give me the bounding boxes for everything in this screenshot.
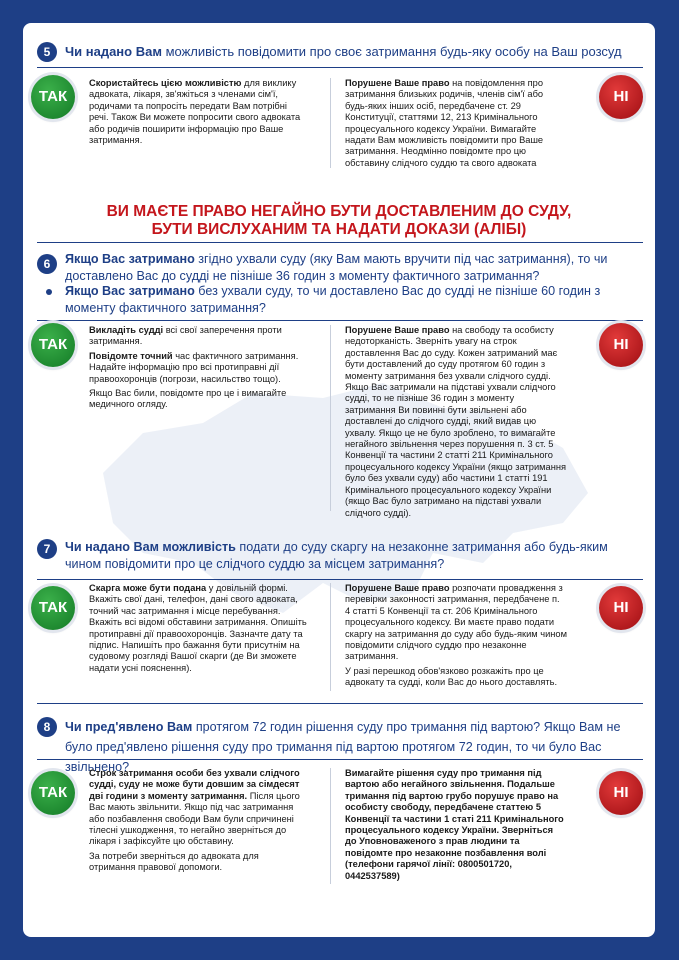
- yes-lead: Викладіть судді: [89, 325, 164, 335]
- question-6-alt: [37, 283, 643, 317]
- yes-lead-2: Повідомте точний: [89, 350, 173, 361]
- yes-lead: Строк затримання особи без ухвали слідчого судді, суду не може бути довшим за сімдесят дві години з моменту затримання.: [89, 768, 300, 801]
- question-text: можливість повідомити про своє затримання будь-яку особу на Ваш розсуд: [161, 44, 622, 59]
- headline-line-2: БУТИ ВИСЛУХАНИМ ТА НАДАТИ ДОКАЗИ (АЛІБІ): [151, 221, 527, 238]
- column-divider: [330, 325, 331, 511]
- column-divider: [330, 78, 331, 168]
- question-text: протягом 72 годин рішення суду про тримання під вартою? Якщо Вам не було пред'явлено рішення суду про тримання під вартою протягом 72 годин, то чи було Вас звільнено?: [65, 720, 621, 774]
- question-5: [37, 42, 643, 62]
- yes-lead: Скарга може бути подана: [89, 583, 207, 593]
- yes-badge: ТАК: [31, 586, 75, 630]
- yes-answer: [89, 325, 307, 414]
- question-text: подати до суду скаргу на незаконне затримання або будь-яким чином повідомити про це слідчого суддю за місцем затримання?: [65, 540, 608, 571]
- headline-line-1: ВИ МАЄТЕ ПРАВО НЕГАЙНО БУТИ ДОСТАВЛЕНИМ ДО СУДУ,: [106, 203, 572, 220]
- yes-badge: ТАК: [31, 75, 75, 119]
- yes-answer: [89, 78, 307, 149]
- yes-badge: ТАК: [31, 771, 75, 815]
- question-lead: Чи пред'явлено Вам: [65, 720, 193, 734]
- yes-badge: ТАК: [31, 323, 75, 367]
- no-badge: НІ: [599, 586, 643, 630]
- yes-text: у довільній формі. Вкажіть свої дані, телефон, дані свого адвоката, точний час затримання і місце перебування. Вкажіть всі відомі обставини затримання. Опишіть протиправні дії правоохоронців. Зазначте дату та підпис. Напишіть про бажання бути присутнім на судовому розгляді Вашої скарги (де Ви зможете надати усні пояснення).: [89, 583, 307, 673]
- yes-answer: [89, 768, 307, 877]
- yes-text-2: За потреби зверніться до адвоката для отримання правової допомоги.: [89, 850, 259, 873]
- yes-text-2: час фактичного затримання. Надайте інформацію про всі протиправні дії правоохоронців (погрози, насильство тощо).: [89, 350, 299, 384]
- yes-text-3: Якщо Вас били, повідомте про це і вимагайте медичного огляду.: [89, 388, 287, 410]
- yes-text: для виклику адвоката, лікаря, зв'яжіться з членами сім'ї, родичами та попросіть передати Вам потрібні речі. Також Ви можете попросити свого адвоката або родичів поширити інформацію про Ваше затримання.: [89, 78, 301, 146]
- no-text: Вимагайте рішення суду про тримання під вартою або негайного звільнення. Подальше тримання під вартою грубо порушує право на особисту свободу, передбачене статтею 5 Конвенції та частини 1 статі 211 Кримінального процесуального кодексу України. Зверніться до Уповноваженого з прав людини та повідомте про незаконне позбавлення волі (телефони гарячої лінії: 0800501720, 0442537589): [345, 768, 564, 881]
- no-text: на повідомлення про затримання близьких родичів, членів сім'ї або будь-яких інших осіб, передбачене ст. 29 Конституції, статтями 12, 213 Кримінального процесуального кодексу України. Вимагайте надати Вам можливість повідомити про Ваше затримання. Неодмінно повідомте про цю обставину слідчого суддю та свого адвоката: [345, 78, 544, 168]
- question-text: згідно ухвали суду (яку Вам мають вручити під час затримання), то чи доставлено Вас до судді не пізніше 36 годин з моменту фактичного затримання?: [65, 252, 608, 283]
- section-number: 5: [37, 42, 57, 62]
- divider: [37, 320, 643, 321]
- divider: [37, 579, 643, 580]
- column-divider: [330, 583, 331, 691]
- no-text: розпочати провадження з перевірки законності затримання, передбачене п. 4 статті 5 Конвенції та ст. 206 Кримінального процесуального кодексу. Ви маєте право подати скаргу на затримання до суду або будь-яким чином повідомити слідчого суддю про незаконне затримання.: [345, 583, 567, 662]
- no-badge: НІ: [599, 323, 643, 367]
- section-number: 6: [37, 254, 57, 274]
- no-lead: Порушене Ваше право: [345, 78, 450, 88]
- yes-answer: [89, 583, 307, 677]
- section-number: 8: [37, 717, 57, 737]
- no-lead: Порушене Ваше право: [345, 583, 450, 593]
- headline: [23, 203, 655, 239]
- no-answer: [345, 583, 567, 692]
- no-answer: [345, 78, 567, 172]
- question-lead: Чи надано Вам: [65, 44, 162, 59]
- question-7: [37, 539, 643, 575]
- no-text: на свободу та особисту недоторканість. Зверніть увагу на строк доставлення Вас до суду. Кожен затриманий має бути доставлений до суду протягом 60 годин з моменту затримання без ухвали слідчого судді. Якщо Вас затримали на підставі ухвали слідчого судді, то не пізніше 36 годин з моменту затримання Ви повинні бути звільнені або доставлені до слідчого судді, який видав цю ухвалу. Якщо це не було зроблено, то вимагайте негайного звільнення через порушення п. 3 ст. 5 Конвенції та частини 2 статті 211 Кримінального процесуального кодексу України (якщо затримання було без ухвали суду) або частини 1 статті 191 Кримінального процесуального кодексу України (якщо Вас було затримано на підставі ухвали слідчого судді).: [345, 325, 567, 518]
- divider: [37, 67, 643, 68]
- question-lead: Якщо Вас затримано: [65, 284, 195, 298]
- no-answer: [345, 325, 567, 522]
- yes-lead: Скористайтесь цією можливістю: [89, 78, 242, 88]
- question-lead: Якщо Вас затримано: [65, 252, 195, 266]
- rights-leaflet: [23, 23, 655, 937]
- no-badge: НІ: [599, 771, 643, 815]
- no-answer: [345, 768, 567, 885]
- question-text: без ухвали суду, то чи доставлено Вас до судді не пізніше 60 годин з моменту фактичного затримання?: [65, 284, 601, 315]
- column-divider: [330, 768, 331, 884]
- no-lead: Порушене Ваше право: [345, 325, 450, 335]
- yes-text: Після цього Вас мають звільнити. Якщо під час затримання або позбавлення свободи Вам були спричинені тілесні ушкодження, то негайно зверніться до лікаря і зафіксуйте цю обставину.: [89, 790, 300, 847]
- divider: [37, 703, 643, 704]
- yes-text: всі свої заперечення проти затримання.: [89, 325, 282, 347]
- section-number: 7: [37, 539, 57, 559]
- no-badge: НІ: [599, 75, 643, 119]
- divider: [37, 759, 643, 760]
- question-lead: Чи надано Вам можливість: [65, 540, 236, 554]
- no-text-2: У разі перешкод обов'язково розкажіть про це адвокату та судді, коли Вас до нього доставлять.: [345, 665, 558, 688]
- question-8: [37, 717, 643, 774]
- divider: [37, 242, 643, 243]
